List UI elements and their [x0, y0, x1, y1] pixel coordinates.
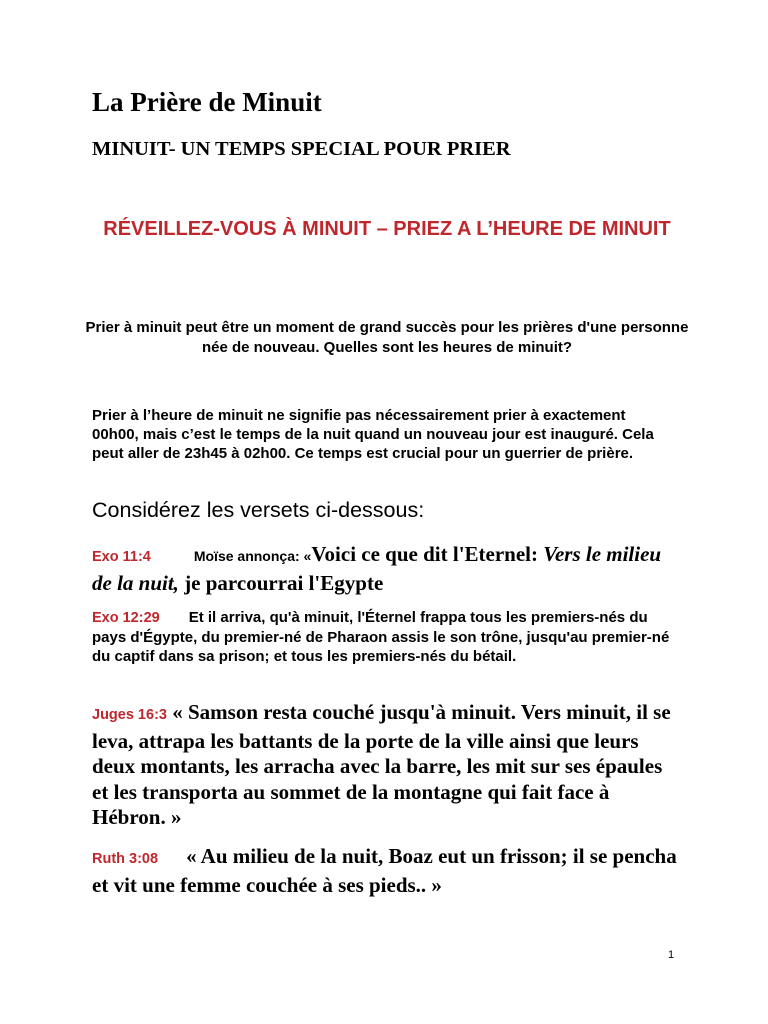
body-paragraph: Prier à l’heure de minuit ne signifie pas nécessairement prier à exactement 00h00, mais c’est le temps de la nuit quand un nouveau jour est inauguré. Cela peut aller de 23h45 à 02h00. Ce temps est crucial pour un guerrier de prière. — [92, 407, 654, 462]
verse-text: Et il arriva, qu'à minuit, l'Éternel frappa tous les premiers-nés du pays d'Égypte, du premier-né de Pharaon assis le son trône, jusqu'au premier-né du captif dans sa prison; et tous les premiers-nés du bétail. — [92, 609, 670, 665]
page-subtitle: MINUIT- UN TEMPS SPECIAL POUR PRIER — [92, 138, 511, 160]
verse-exo-11-4 — [92, 541, 682, 596]
page-title: La Prière de Minuit — [92, 87, 322, 117]
verse-exo-12-29 — [92, 608, 682, 666]
intro-paragraph: Prier à minuit peut être un moment de grand succès pour les prières d'une personne née de nouveau. Quelles sont les heures de minuit? — [85, 319, 689, 356]
verse-text-end: je parcourrai l'Egypte — [178, 571, 384, 595]
verse-text: « Samson resta couché jusqu'à minuit. Vers minuit, il se leva, attrapa les battants de la porte de la ville ainsi que leurs deux montants, les arracha avec la barre, les mit sur ses épaules et les transporta au sommet de la montagne qui fait face à Hébron. » — [92, 700, 671, 829]
verse-reference: Juges 16:3 — [92, 707, 167, 723]
verse-ruth-3-08 — [92, 844, 682, 898]
page-number: 1 — [668, 949, 675, 961]
section-heading: Considérez les versets ci-dessous: — [92, 498, 425, 522]
verse-text-italic: Vers le milieu de la nuit, — [92, 542, 662, 595]
verse-reference: Exo 11:4 — [92, 549, 151, 565]
banner-heading: RÉVEILLEZ-VOUS À MINUIT – PRIEZ A L’HEURE DE MINUIT — [103, 218, 671, 240]
verse-juges-16-3 — [92, 700, 682, 831]
verse-text: « Au milieu de la nuit, Boaz eut un frisson; il se pencha et vit une femme couchée à ses pieds.. » — [92, 844, 677, 897]
verse-reference: Exo 12:29 — [92, 610, 160, 626]
verse-lead: Moïse annonça: « — [193, 548, 312, 564]
verse-text: Voici ce que dit l'Eternel: — [311, 542, 544, 566]
verse-reference: Ruth 3:08 — [92, 851, 159, 867]
